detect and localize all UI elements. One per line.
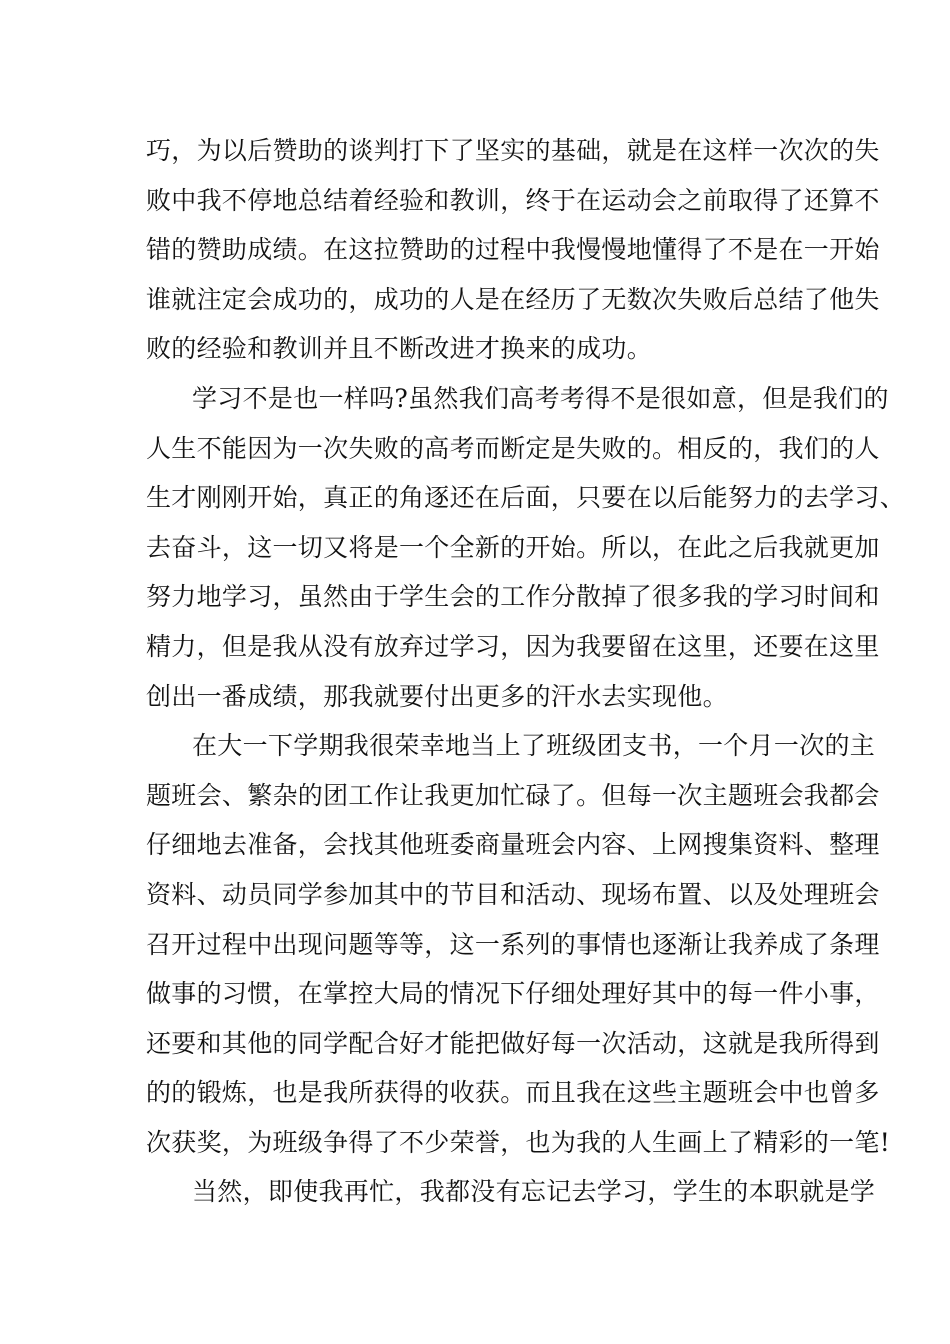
text-line: 题班会、繁杂的团工作让我更加忙碌了。但每一次主题班会我都会 (146, 780, 880, 810)
document-body (146, 126, 906, 1217)
text-line: 精力，但是我从没有放弃过学习，因为我要留在这里，还要在这里 (146, 631, 880, 661)
text-line: 还要和其他的同学配合好才能把做好每一次活动，这就是我所得到 (146, 1028, 880, 1058)
text-line: 创出一番成绩，那我就要付出更多的汗水去实现他。 (146, 681, 728, 711)
text-line: 努力地学习，虽然由于学生会的工作分散掉了很多我的学习时间和 (146, 582, 880, 612)
text-line: 召开过程中出现问题等等，这一系列的事情也逐渐让我养成了条理 (146, 929, 880, 959)
text-line: 仔细地去准备，会找其他班委商量班会内容、上网搜集资料、整理 (146, 830, 880, 860)
text-line: 做事的习惯，在掌控大局的情况下仔细处理好其中的每一件小事， (146, 979, 880, 1009)
text-line: 败中我不停地总结着经验和教训，终于在运动会之前取得了还算不 (146, 185, 880, 215)
text-line: 次获奖，为班级争得了不少荣誉，也为我的人生画上了精彩的一笔! (146, 1127, 891, 1157)
text-line: 败的经验和教训并且不断改进才换来的成功。 (146, 334, 653, 364)
text-line: 错的赞助成绩。在这拉赞助的过程中我慢慢地懂得了不是在一开始 (146, 235, 880, 265)
text-line: 资料、动员同学参加其中的节目和活动、现场布置、以及处理班会 (146, 879, 880, 909)
paragraph-first-line: 在大一下学期我很荣幸地当上了班级团支书，一个月一次的主 (192, 731, 876, 761)
text-line: 人生不能因为一次失败的高考而断定是失败的。相反的，我们的人 (146, 433, 880, 463)
paragraph-first-line: 当然，即使我再忙，我都没有忘记去学习，学生的本职就是学 (192, 1177, 876, 1207)
paragraph-first-line: 学习不是也一样吗?虽然我们高考考得不是很如意，但是我们的 (192, 383, 889, 413)
text-line: 的的锻炼，也是我所获得的收获。而且我在这些主题班会中也曾多 (146, 1078, 880, 1108)
text-line: 巧，为以后赞助的谈判打下了坚实的基础，就是在这样一次次的失 (146, 136, 880, 165)
text-line: 谁就注定会成功的，成功的人是在经历了无数次失败后总结了他失 (146, 284, 880, 314)
text-line: 去奋斗，这一切又将是一个全新的开始。所以，在此之后我就更加 (146, 532, 880, 562)
text-line: 生才刚刚开始，真正的角逐还在后面，只要在以后能努力的去学习、 (146, 483, 906, 513)
